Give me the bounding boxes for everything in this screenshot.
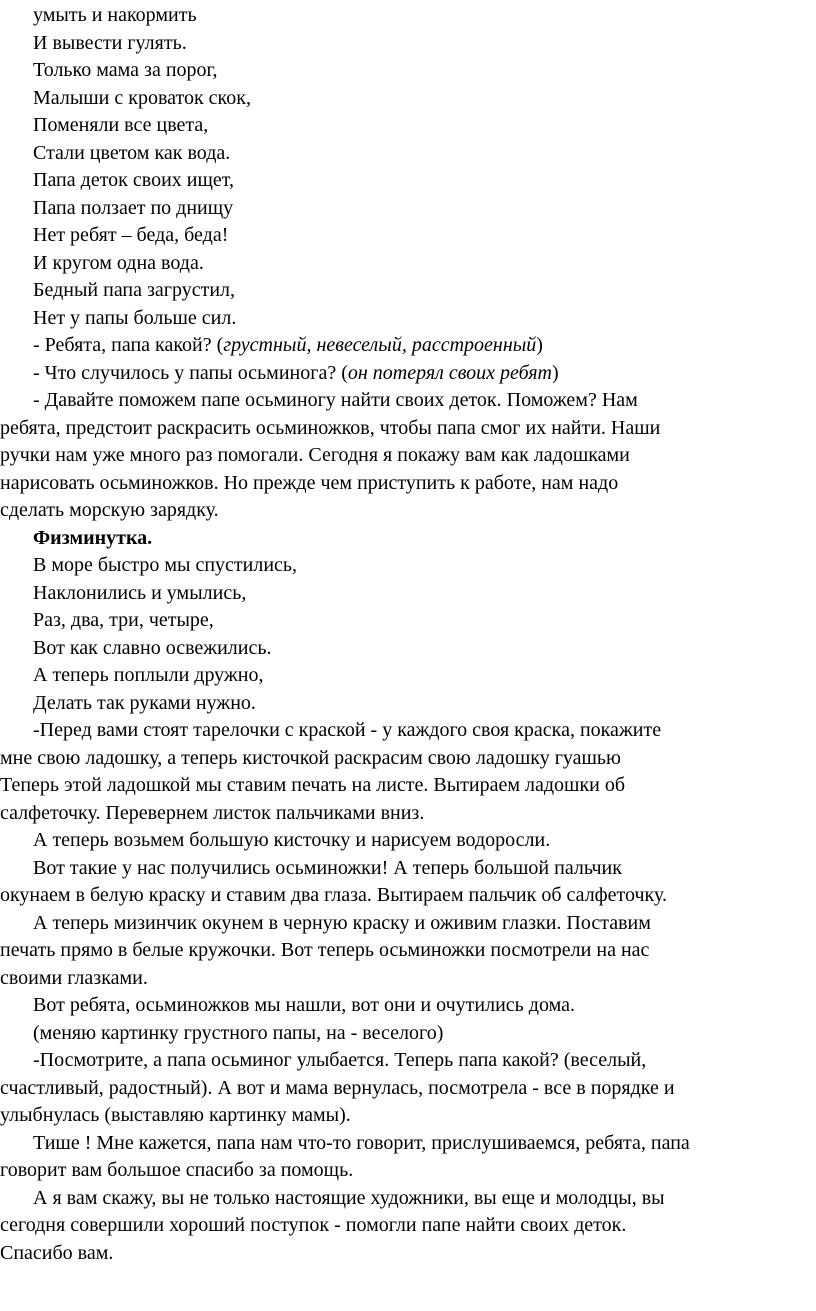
- paragraph-line: А теперь возьмем большую кисточку и нарисуем водоросли.: [33, 829, 551, 851]
- paragraph-line: сделать морскую зарядку.: [0, 499, 219, 521]
- paragraph-line: Вот ребята, осьминожков мы нашли, вот они и очутились дома.: [33, 994, 575, 1016]
- paragraph-line: говорит вам большое спасибо за помощь.: [0, 1159, 354, 1181]
- paragraph-line: счастливый, радостный). А вот и мама вернулась, посмотрела - все в порядке и: [0, 1077, 675, 1099]
- poem-line: Малыши с кроваток скок,: [33, 87, 251, 109]
- poem-line: А теперь поплыли дружно,: [33, 664, 264, 686]
- paragraph-line: Спасибо вам.: [0, 1242, 114, 1264]
- paragraph-line: ребята, предстоит раскрасить осьминожков, чтобы папа смог их найти. Наши: [0, 417, 661, 439]
- poem-line: Наклонились и умылись,: [33, 582, 247, 604]
- section-heading: Физминутка.: [33, 527, 153, 549]
- question-line: [33, 330, 543, 360]
- paragraph-line: ручки нам уже много раз помогали. Сегодня я покажу вам как ладошками: [0, 444, 630, 466]
- poem-line: Только мама за порог,: [33, 59, 218, 81]
- question-line: [33, 358, 559, 388]
- question-text: - Ребята, папа какой? (: [33, 334, 224, 356]
- poem-line: Поменяли все цвета,: [33, 114, 209, 136]
- poem-line: В море быстро мы спустились,: [33, 554, 298, 576]
- poem-line: Папа деток своих ищет,: [33, 169, 234, 191]
- paragraph-line: -Посмотрите, а папа осьминог улыбается. Теперь папа какой? (веселый,: [33, 1049, 647, 1071]
- paragraph-line: А я вам скажу, вы не только настоящие художники, вы еще и молодцы, вы: [33, 1187, 665, 1209]
- poem-line: Стали цветом как вода.: [33, 142, 231, 164]
- paragraph-line: Вот такие у нас получились осьминожки! А теперь большой пальчик: [33, 857, 622, 879]
- poem-line: Раз, два, три, четыре,: [33, 609, 214, 631]
- paragraph-line: салфеточку. Перевернем листок пальчиками вниз.: [0, 802, 425, 824]
- answer-italic: он потерял своих ребят: [347, 362, 552, 384]
- paragraph-line: -Перед вами стоят тарелочки с краской - у каждого своя краска, покажите: [33, 719, 662, 741]
- question-text: - Что случилось у папы осьминога? (: [33, 362, 348, 384]
- question-close: ): [551, 362, 559, 384]
- poem-line: И кругом одна вода.: [33, 252, 204, 274]
- paragraph-line: нарисовать осьминожков. Но прежде чем приступить к работе, нам надо: [0, 472, 619, 494]
- paragraph-line: Тише ! Мне кажется, папа нам что-то говорит, прислушиваемся, ребята, папа: [33, 1132, 690, 1154]
- answer-italic: грустный, невеселый, расстроенный: [223, 334, 537, 356]
- paragraph-line: улыбнулась (выставляю картинку мамы).: [0, 1104, 351, 1126]
- poem-line: Делать так руками нужно.: [33, 692, 256, 714]
- poem-line: Вот как славно освежились.: [33, 637, 272, 659]
- paragraph-line: мне свою ладошку, а теперь кисточкой раскрасим свою ладошку гуашью: [0, 747, 621, 769]
- poem-line: Папа ползает по днищу: [33, 197, 234, 219]
- paragraph-line: окунаем в белую краску и ставим два глаза. Вытираем пальчик об салфеточку.: [0, 884, 667, 906]
- paragraph-line: своими глазками.: [0, 967, 148, 989]
- paragraph-line: (меняю картинку грустного папы, на - веселого): [33, 1022, 444, 1044]
- paragraph-line: Теперь этой ладошкой мы ставим печать на листе. Вытираем ладошки об: [0, 774, 626, 796]
- poem-line: Нет у папы больше сил.: [33, 307, 237, 329]
- paragraph-line: печать прямо в белые кружочки. Вот теперь осьминожки посмотрели на нас: [0, 939, 650, 961]
- paragraph-line: А теперь мизинчик окунем в черную краску и оживим глазки. Поставим: [33, 912, 651, 934]
- paragraph-line: - Давайте поможем папе осьминогу найти своих деток. Поможем? Нам: [33, 389, 638, 411]
- poem-line: Бедный папа загрустил,: [33, 279, 236, 301]
- poem-line: умыть и накормить: [33, 4, 197, 26]
- poem-line: И вывести гулять.: [33, 32, 187, 54]
- question-close: ): [536, 334, 543, 356]
- poem-line: Нет ребят – беда, беда!: [33, 224, 229, 246]
- paragraph-line: сегодня совершили хороший поступок - помогли папе найти своих деток.: [0, 1214, 627, 1236]
